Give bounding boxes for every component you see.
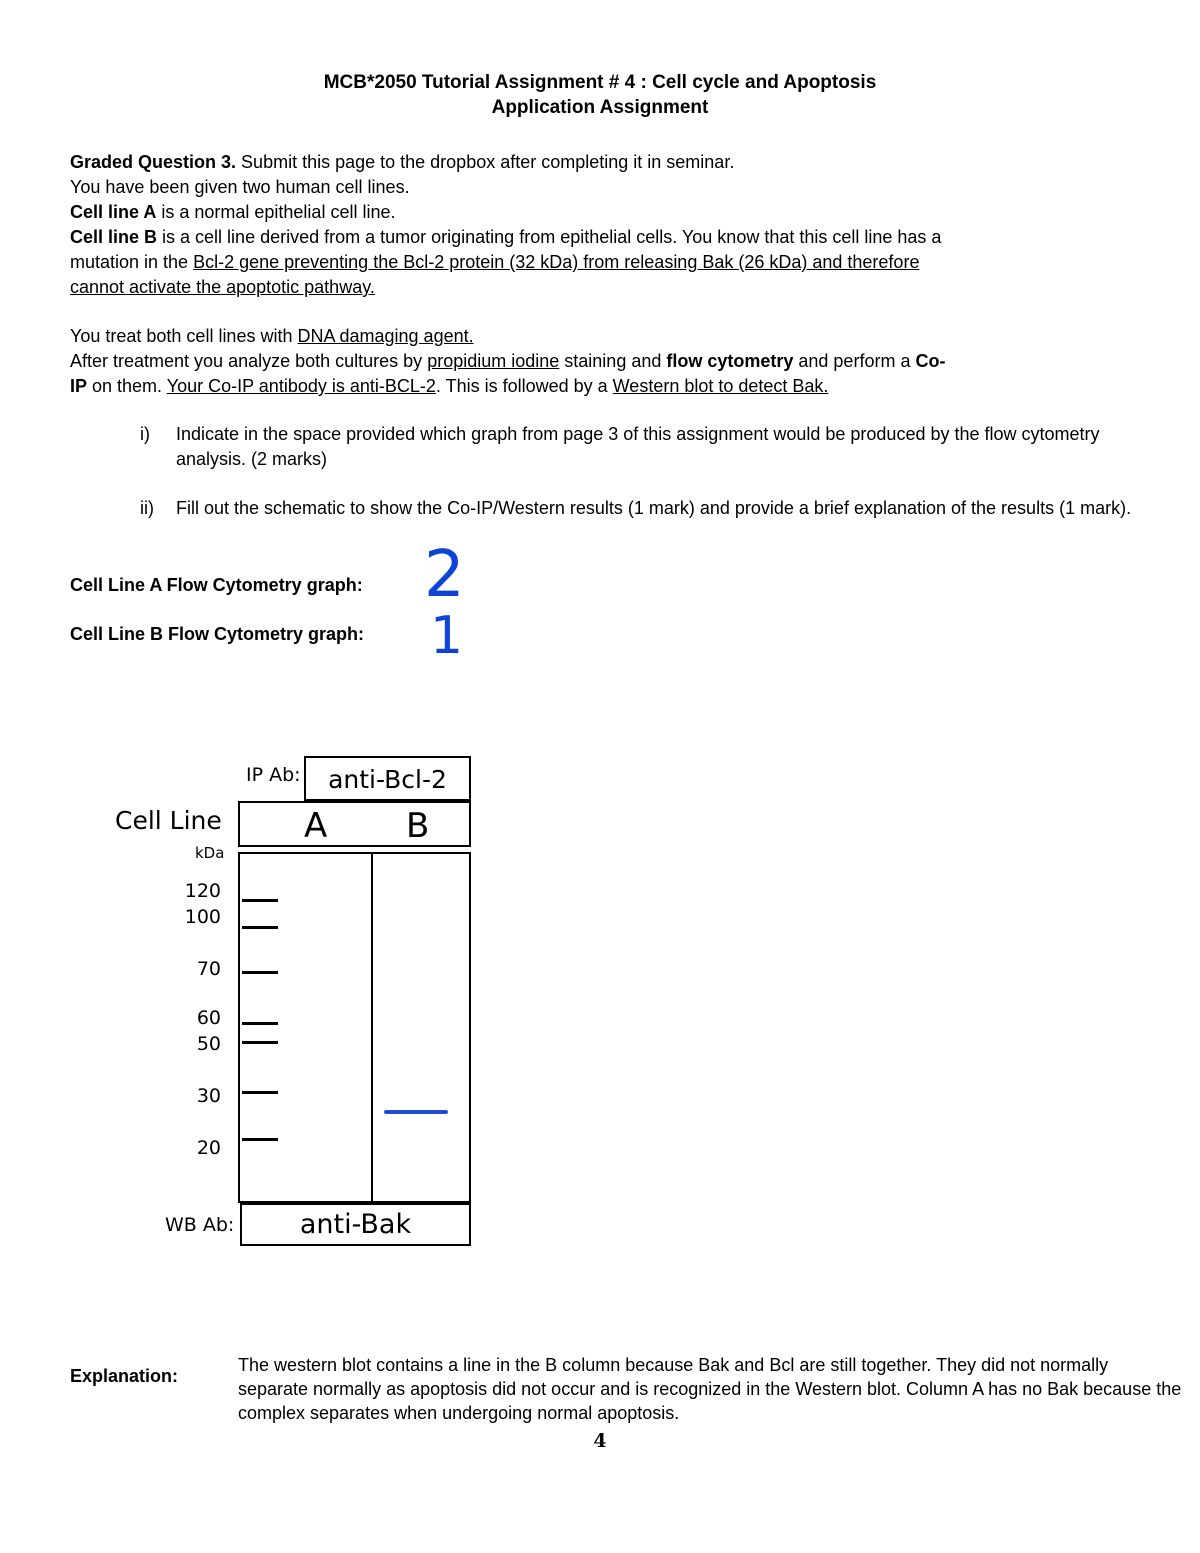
treatment-line (70, 324, 474, 348)
antibody-line (70, 374, 828, 398)
pathway-underlined: cannot activate the apoptotic pathway. (70, 277, 375, 297)
cell-line-a-line (70, 200, 395, 224)
item-text: Fill out the schematic to show the Co-IP/Western results (1 mark) and provide a brief explanation of the results (1 mark). (176, 498, 1132, 518)
item-number: ii) (140, 498, 154, 518)
question-line (70, 150, 734, 174)
ip-ab-value: anti-Bcl-2 (328, 765, 447, 794)
marker-label: 30 (196, 1085, 221, 1107)
given-line: You have been given two human cell lines. (70, 177, 410, 197)
antibody-western: Western blot to detect Bak. (612, 376, 829, 396)
analysis-flow: flow cytometry (666, 351, 794, 371)
cell-line-label: Cell Line (115, 806, 222, 835)
analysis-text-2: staining and (559, 351, 667, 371)
mutation-prefix: mutation in the (70, 252, 194, 272)
marker-tick (242, 1022, 278, 1025)
cell-line-b-label: Cell line B (70, 227, 158, 247)
marker-label: 100 (184, 906, 221, 928)
page-number: 4 (593, 1430, 607, 1452)
item-number: i) (140, 424, 150, 444)
marker-label: 70 (196, 958, 221, 980)
marker-tick (242, 971, 278, 974)
wb-ab-label: WB Ab: (165, 1214, 235, 1236)
cell-line-b-line (70, 225, 941, 249)
marker-label: 120 (184, 880, 221, 902)
answer-b-label: Cell Line B Flow Cytometry graph: (70, 624, 365, 644)
cell-line-b-graph-label (70, 622, 364, 646)
marker-tick (242, 926, 278, 929)
treatment-prefix: You treat both cell lines with (70, 326, 298, 346)
analysis-text-1: After treatment you analyze both cultures by (70, 351, 428, 371)
analysis-stain: propidium iodine (427, 351, 560, 371)
marker-label: 50 (196, 1033, 221, 1055)
lane-header-box (238, 801, 471, 847)
antibody-coip: Your Co-IP antibody is anti-BCL-2 (166, 376, 436, 396)
cell-line-b-text: is a cell line derived from a tumor originating from epithelial cells. You know that this cell line has a (157, 227, 942, 247)
marker-tick (242, 899, 278, 902)
cell-line-a-text: is a normal epithelial cell line. (156, 202, 396, 222)
lane-a-label: A (304, 806, 328, 846)
blot-box (238, 852, 471, 1203)
kda-label: kDa (195, 844, 225, 862)
analysis-text-3: and perform a (793, 351, 916, 371)
lane-divider (371, 854, 373, 1201)
ip-ab-label: IP Ab: (246, 764, 301, 786)
marker-tick (242, 1091, 278, 1094)
question-label: Graded Question 3. (70, 152, 237, 172)
lane-b-label: B (406, 806, 430, 846)
antibody-ip: IP (70, 376, 88, 396)
answer-a-label: Cell Line A Flow Cytometry graph: (70, 575, 363, 595)
cell-line-a-label: Cell line A (70, 202, 157, 222)
marker-label: 60 (196, 1007, 221, 1029)
wb-ab-box (240, 1203, 471, 1246)
treatment-agent: DNA damaging agent. (297, 326, 474, 346)
document-subtitle: Application Assignment (491, 97, 709, 118)
lane-b-bak-band (384, 1110, 448, 1114)
mutation-line (70, 250, 919, 274)
item-text: Indicate in the space provided which graph from page 3 of this assignment would be produced by the flow cytometry analysis. (2 marks) (176, 424, 1100, 469)
analysis-line (70, 349, 945, 373)
wb-ab-value: anti-Bak (299, 1209, 412, 1240)
explanation-label-wrap (70, 1364, 178, 1388)
mutation-underlined: Bcl-2 gene preventing the Bcl-2 protein (32 kDa) from releasing Bak (26 kDa) and therefore (193, 252, 920, 272)
pathway-line (70, 275, 375, 299)
answer-a-handwritten: 2 (424, 538, 465, 612)
answer-b-handwritten: 1 (430, 606, 464, 666)
document-title: MCB*2050 Tutorial Assignment # 4 : Cell cycle and Apoptosis (323, 72, 877, 93)
ip-ab-box (304, 756, 471, 801)
antibody-text-1: on them. (87, 376, 167, 396)
marker-label: 20 (196, 1137, 221, 1159)
explanation-text: The western blot contains a line in the B column because Bak and Bcl are still together. They did not normally separate normally as apoptosis did not occur and is recognized in the Western blot. Column A has no Bak because the complex separates when undergoing normal apoptosis. (238, 1355, 1182, 1423)
antibody-text-2: . This is followed by a (435, 376, 613, 396)
analysis-coip: Co- (915, 351, 946, 371)
marker-tick (242, 1041, 278, 1044)
explanation-label: Explanation: (70, 1366, 179, 1386)
question-text: Submit this page to the dropbox after completing it in seminar. (236, 152, 735, 172)
marker-tick (242, 1138, 278, 1141)
cell-line-a-graph-label (70, 573, 363, 597)
